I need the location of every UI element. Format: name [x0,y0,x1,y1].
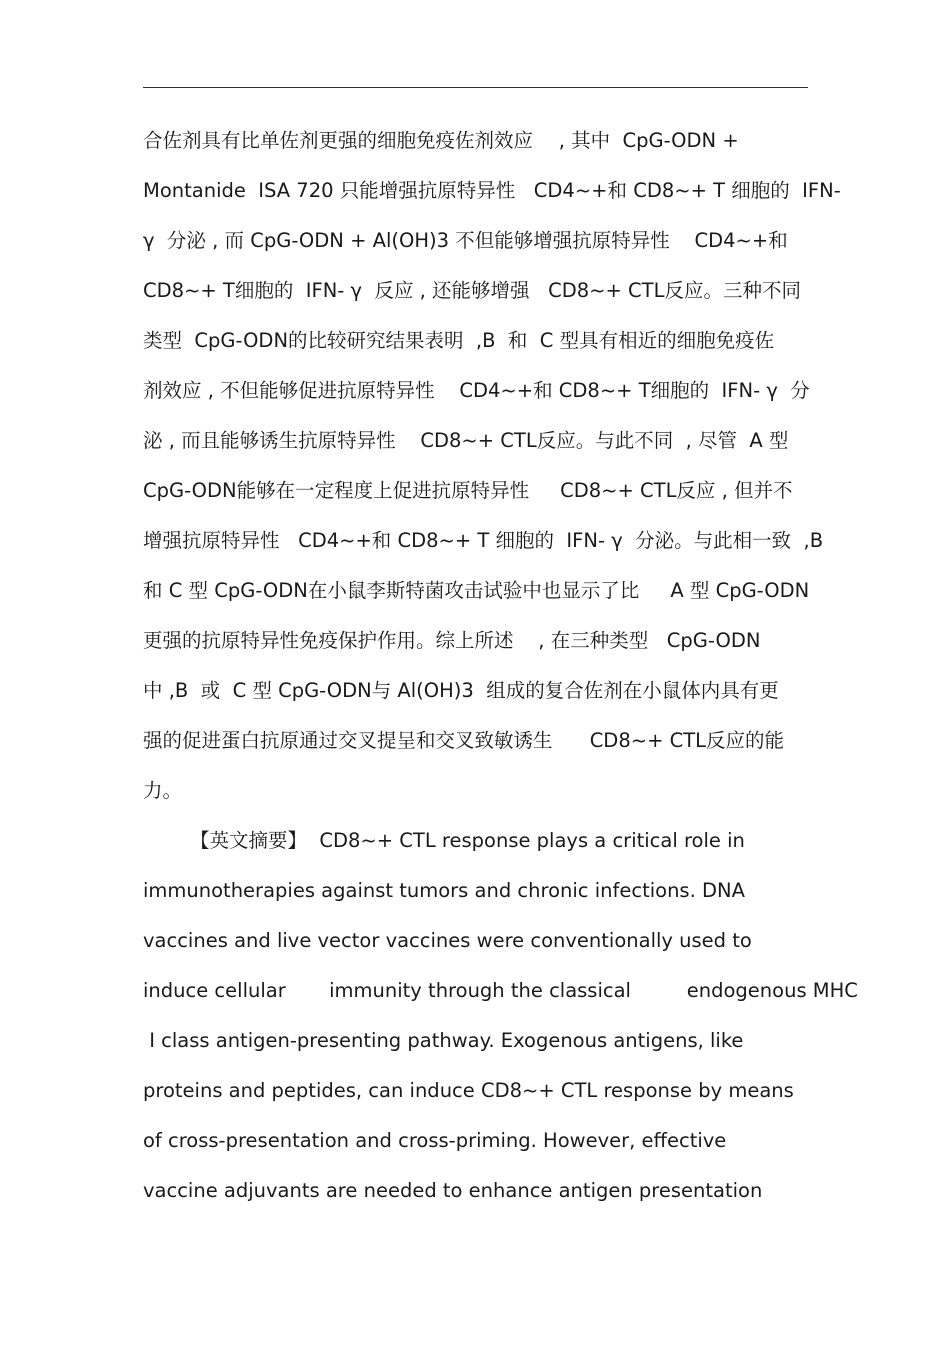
en-line: vaccines and live vector vaccines were conventionally used to [143,929,752,952]
cn-line: 类型 CpG-ODN的比较研究结果表明 ,B 和 C 型具有相近的细胞免疫佐 [143,329,775,352]
en-line: Ⅰ class antigen-presenting pathway. Exogenous antigens, like [143,1029,744,1052]
cn-line: 剂效应 , 不但能够促进抗原特异性 CD4~+和 CD8~+ T细胞的 IFN- γ 分 [143,379,810,402]
cn-line: γ 分泌 , 而 CpG-ODN + Al(OH)3 不但能够增强抗原特异性 CD4~+和 [143,229,788,252]
cn-line: 中 ,B 或 C 型 CpG-ODN与 Al(OH)3 组成的复合佐剂在小鼠体内具有更 [143,679,779,702]
en-line: induce cellular immunity through the classical endogenous MHC [143,979,858,1002]
header-rule [143,87,808,88]
cn-line: 力。 [143,779,183,802]
en-abstract-heading-line: 【英文摘要】 CD8~+ CTL response plays a critical role in [190,829,745,852]
en-line: immunotherapies against tumors and chronic infections. DNA [143,879,745,902]
body-text [143,116,858,1216]
cn-line: 泌 , 而且能够诱生抗原特异性 CD8~+ CTL反应。与此不同 , 尽管 A 型 [143,429,789,452]
en-line: of cross-presentation and cross-priming. However, effective [143,1129,727,1152]
cn-line: 合佐剂具有比单佐剂更强的细胞免疫佐剂效应 , 其中 CpG-ODN + [143,129,739,152]
cn-line: 更强的抗原特异性免疫保护作用。综上所述 , 在三种类型 CpG-ODN [143,629,761,652]
cn-line: CpG-ODN能够在一定程度上促进抗原特异性 CD8~+ CTL反应 , 但并不 [143,479,793,502]
en-line: vaccine adjuvants are needed to enhance antigen presentation [143,1179,763,1202]
en-line: proteins and peptides, can induce CD8~+ CTL response by means [143,1079,794,1102]
cn-line: 增强抗原特异性 CD4~+和 CD8~+ T 细胞的 IFN- γ 分泌。与此相一致 ,B [143,529,824,552]
cn-line: 和 C 型 CpG-ODN在小鼠李斯特菌攻击试验中也显示了比 A 型 CpG-ODN [143,579,810,602]
cn-line: Montanide ISA 720 只能增强抗原特异性 CD4~+和 CD8~+ T 细胞的 IFN- [143,179,841,202]
cn-line: 强的促进蛋白抗原通过交叉提呈和交叉致敏诱生 CD8~+ CTL反应的能 [143,729,784,752]
cn-line: CD8~+ T细胞的 IFN- γ 反应 , 还能够增强 CD8~+ CTL反应。三种不同 [143,279,801,302]
